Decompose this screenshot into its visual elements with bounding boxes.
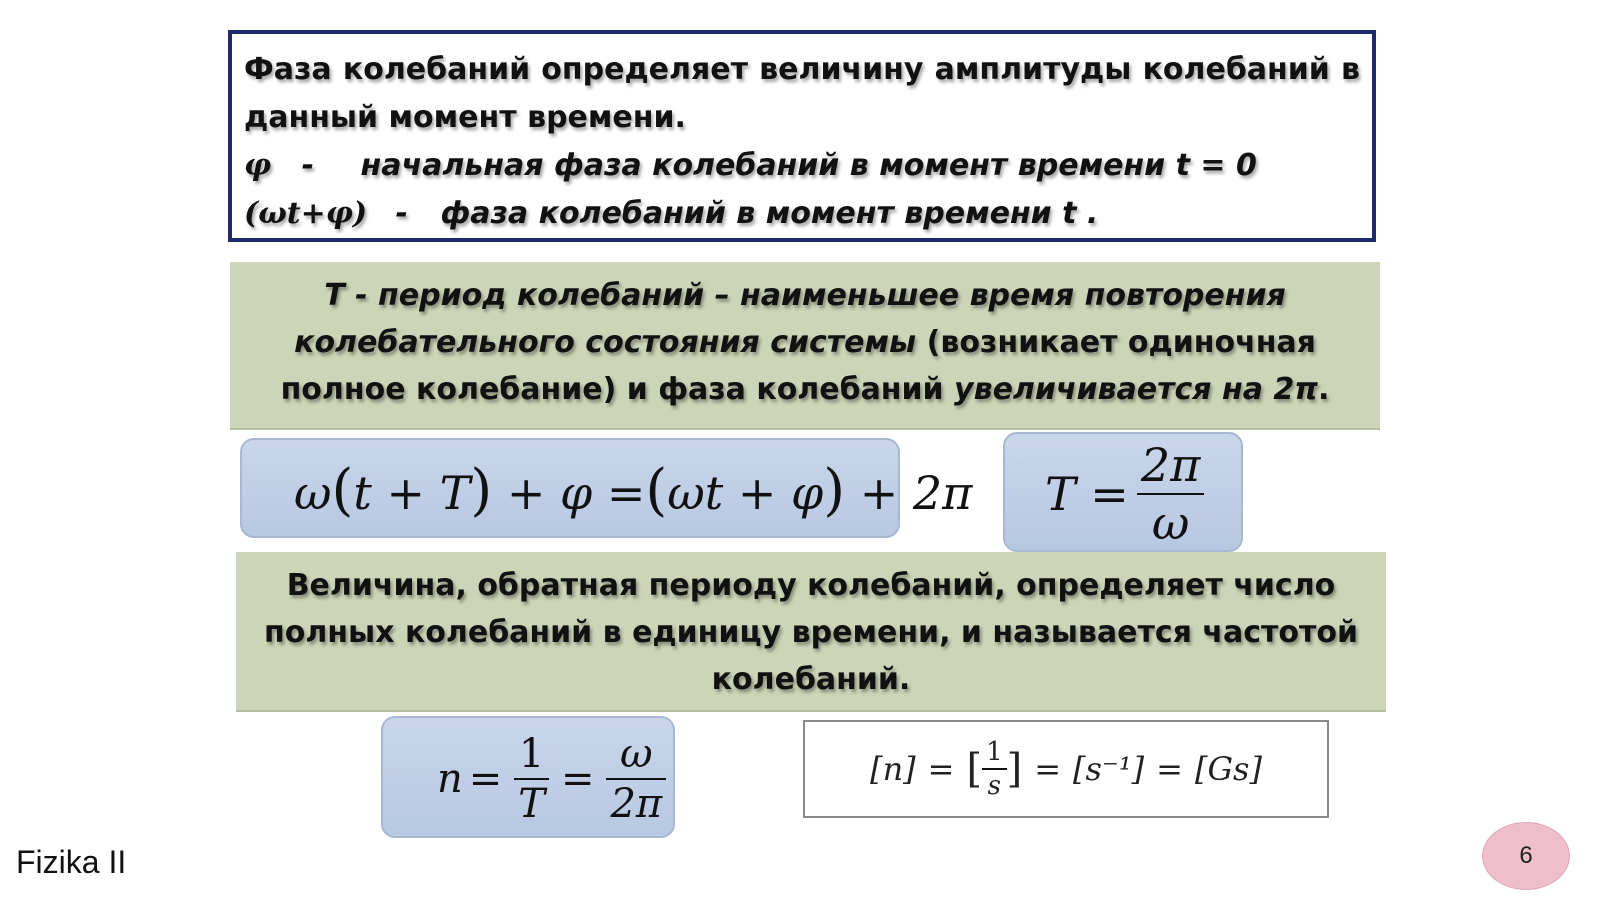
phase-line-1: Фаза колебаний определяет величину амплитуды колебаний в	[244, 52, 1360, 87]
omega-t-plus-phi: ωt + φ	[667, 466, 824, 520]
phase-line-3	[244, 142, 1360, 190]
frequency-definition-text: Величина, обратная периоду колебаний, определяет число полных колебаний в единицу времени, и называется частотой колебаний.	[263, 568, 1359, 697]
period-definition-box	[230, 262, 1380, 430]
period-formula-row	[1045, 434, 1204, 554]
dash: -	[301, 148, 315, 183]
period-formula	[1003, 432, 1243, 552]
equals-sign: =	[468, 756, 503, 802]
frequency-definition-box	[236, 552, 1386, 712]
phase-at-time-text: фаза колебаний в момент времени t .	[440, 196, 1099, 231]
plus-phi-equals: + φ =	[506, 466, 646, 520]
left-bracket: [	[966, 746, 983, 792]
period-definition-end: .	[1318, 372, 1330, 407]
initial-phase-text: начальная фаза колебаний в момент времени t = 0	[360, 148, 1257, 183]
period-definition-normal: (возникает одиночная полное колебание) и фаза колебаний	[280, 325, 1316, 407]
omega-over-two-pi-fraction	[606, 730, 666, 828]
hertz-unit: [Gs]	[1194, 750, 1262, 788]
fraction-numerator: 2π	[1140, 438, 1201, 492]
dash: -	[395, 196, 408, 231]
fraction-numerator: 1	[518, 731, 545, 777]
frequency-units-formula	[803, 720, 1329, 818]
equals-sign: =	[927, 750, 955, 788]
equals-sign: =	[560, 756, 595, 802]
fraction-denominator: 2π	[610, 781, 663, 827]
left-paren: (	[331, 458, 354, 523]
fraction-numerator: 1	[986, 737, 1003, 767]
equals-sign: =	[1034, 750, 1062, 788]
fraction-numerator: ω	[620, 731, 653, 777]
fraction-denominator: ω	[1151, 496, 1190, 550]
right-paren: )	[470, 458, 493, 523]
right-bracket: ]	[1006, 746, 1023, 792]
phase-line-4	[244, 190, 1360, 238]
phase-expression: (ωt+φ)	[244, 196, 368, 231]
phase-shift-formula	[240, 438, 973, 538]
phase-line-2: данный момент времени.	[244, 100, 686, 135]
equals-sign: =	[1156, 750, 1183, 788]
frequency-formula-row	[437, 718, 672, 840]
inverse-seconds: [s⁻¹]	[1073, 750, 1145, 788]
phi-symbol: φ	[244, 148, 272, 183]
t-plus-T: t + T	[353, 466, 471, 520]
period-definition-italic: T - период колебаний – наименьшее время повторения колебательного состояния системы	[294, 278, 1286, 360]
page-number-badge: 6	[1482, 822, 1570, 890]
right-paren: )	[823, 458, 846, 523]
period-fraction	[1137, 437, 1205, 551]
one-over-T-fraction	[514, 730, 549, 828]
frequency-formula	[381, 716, 675, 838]
phase-definition-box	[228, 30, 1376, 242]
omega-symbol: ω	[294, 466, 332, 520]
period-definition-italic-end: увеличивается на 2π	[954, 372, 1319, 407]
n-units: [n]	[870, 750, 916, 788]
left-paren: (	[645, 458, 668, 523]
footer-label: Fizika II	[16, 844, 127, 880]
period-lhs: T =	[1045, 467, 1129, 521]
fraction-denominator: T	[518, 781, 545, 827]
plus-two-pi: + 2π	[859, 466, 973, 520]
phase-shift-expression	[294, 458, 972, 523]
frequency-symbol: n	[437, 756, 463, 802]
one-over-s-fraction	[982, 736, 1007, 802]
fraction-denominator: s	[987, 771, 1002, 801]
